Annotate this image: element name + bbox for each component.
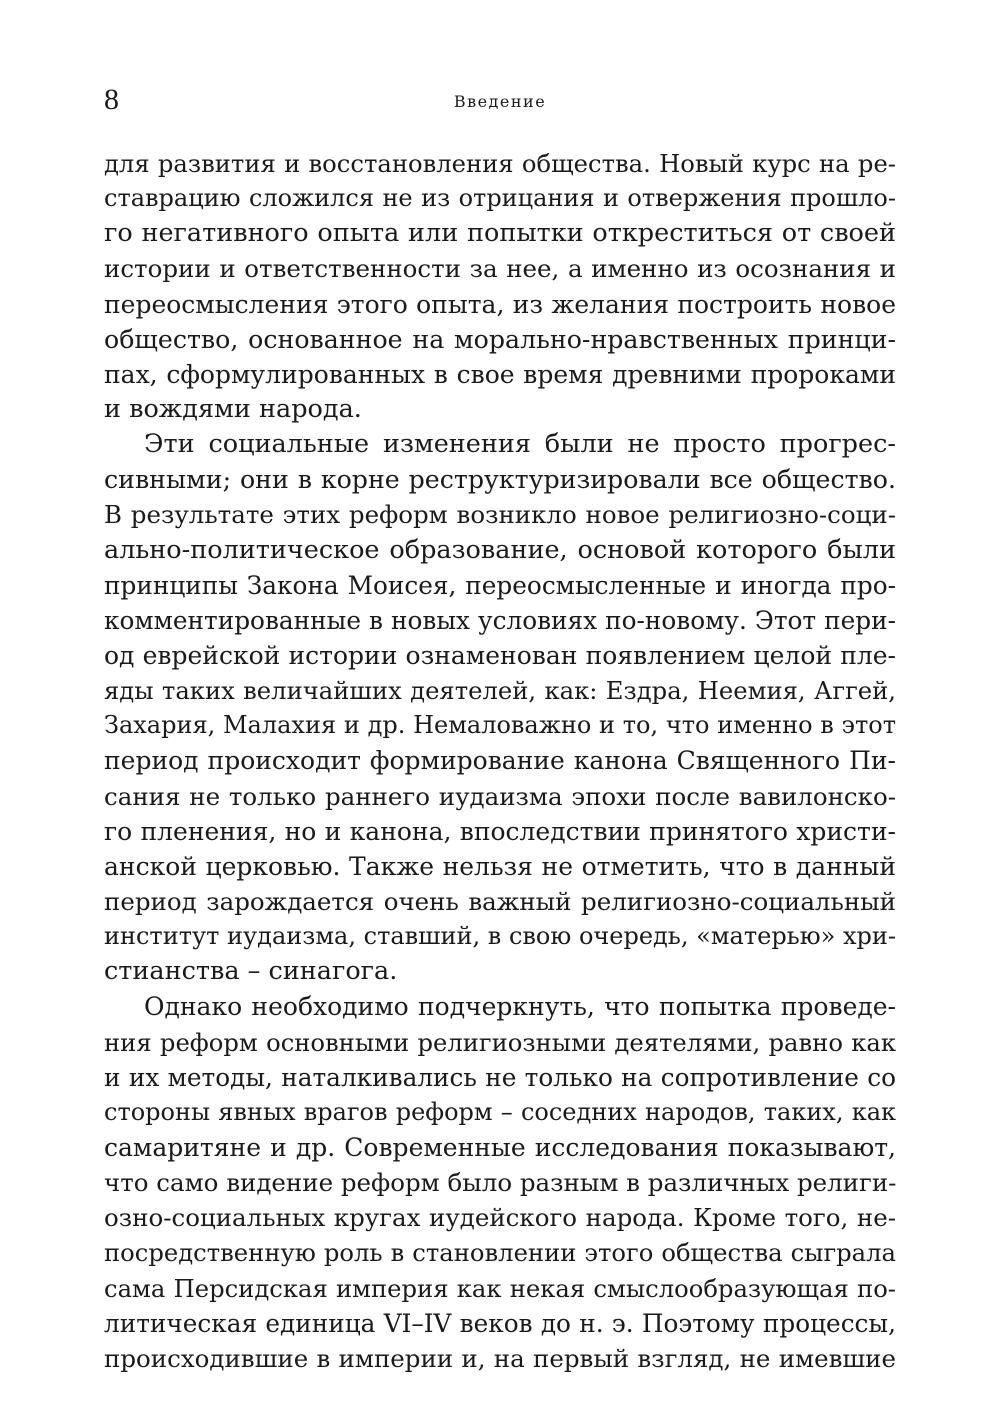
text-line: стианства – синагога. <box>104 956 398 987</box>
text-line: комментированные в новых условиях по-новому. Этот пери- <box>104 605 896 635</box>
text-line: ставрацию сложился не из отрицания и отвержения прошло- <box>104 184 896 213</box>
text-line: Захария, Малахия и др. Немаловажно и то, что именно в этот <box>104 711 896 740</box>
text-line: переосмысления этого опыта, из желания построить новое <box>104 289 896 319</box>
text-line: яды таких величайших деятелей, как: Ездра, Неемия, Аггей, <box>104 676 896 706</box>
text-line: В результате этих реформ возникло новое религиозно-соци- <box>104 500 896 530</box>
text-line: посредственную роль в становлении этого общества сыграла <box>104 1238 896 1268</box>
page-number: 8 <box>104 83 119 116</box>
text-line: период происходит формирование канона Священного Пи- <box>104 746 896 776</box>
text-line: од еврейской истории ознаменован появлением целой пле- <box>104 640 896 670</box>
text-line: период зарождается очень важный религиозно-социальный <box>104 886 896 916</box>
text-line: го негативного опыта или попытки откреститься от своей <box>104 218 896 249</box>
text-line: истории и ответственности за нее, а именно из осознания и <box>104 254 896 284</box>
text-line: анской церковью. Также нельзя не отметить, что в данный <box>104 851 896 881</box>
text-line: сама Персидская империя как некая смыслообразующая по- <box>104 1273 896 1303</box>
text-line: литическая единица VI–IV веков до н. э. Поэтому процессы, <box>104 1308 896 1338</box>
text-line: озно-социальных кругах иудейского народа. Кроме того, не- <box>104 1203 896 1233</box>
text-line: и вождями народа. <box>104 393 362 424</box>
text-line: самаритяне и др. Современные исследования показывают, <box>104 1132 896 1162</box>
text-line: ально-политическое образование, основой которого были <box>104 534 896 565</box>
body-text <box>104 146 896 1376</box>
text-line: и их методы, наталкивались не только на сопротивление со <box>104 1062 896 1092</box>
text-line: го пленения, но и канона, впоследствии принятого христи- <box>104 816 896 846</box>
text-line: Эти социальные изменения были не просто прогрес- <box>144 429 896 460</box>
text-line: что само видение реформ было разным в различных религи- <box>104 1168 896 1198</box>
text-line: принципы Закона Моисея, переосмысленные и иногда про- <box>104 570 896 600</box>
text-line: общество, основанное на морально-нравственных принци- <box>104 324 896 354</box>
text-line: происходившие в империи и, на первый взгляд, не имевшие <box>104 1343 896 1373</box>
text-line: пах, сформулированных в свое время древними пророками <box>104 359 896 389</box>
running-title: Введение <box>453 92 547 111</box>
text-line: ния реформ основными религиозными деятелями, равно как <box>104 1027 896 1057</box>
text-line: стороны явных врагов реформ – соседних народов, таких, как <box>104 1097 896 1126</box>
text-line: для развития и восстановления общества. Новый курс на ре- <box>104 149 896 178</box>
text-line: институт иудаизма, ставший, в свою очередь, «матерью» хри- <box>104 922 896 951</box>
text-line: Однако необходимо подчеркнуть, что попытка проведе- <box>144 992 896 1022</box>
text-line: сивными; они в корне реструктуризировали все общество. <box>104 465 896 495</box>
text-line: сания не только раннего иудаизма эпохи после вавилонско- <box>104 781 896 811</box>
